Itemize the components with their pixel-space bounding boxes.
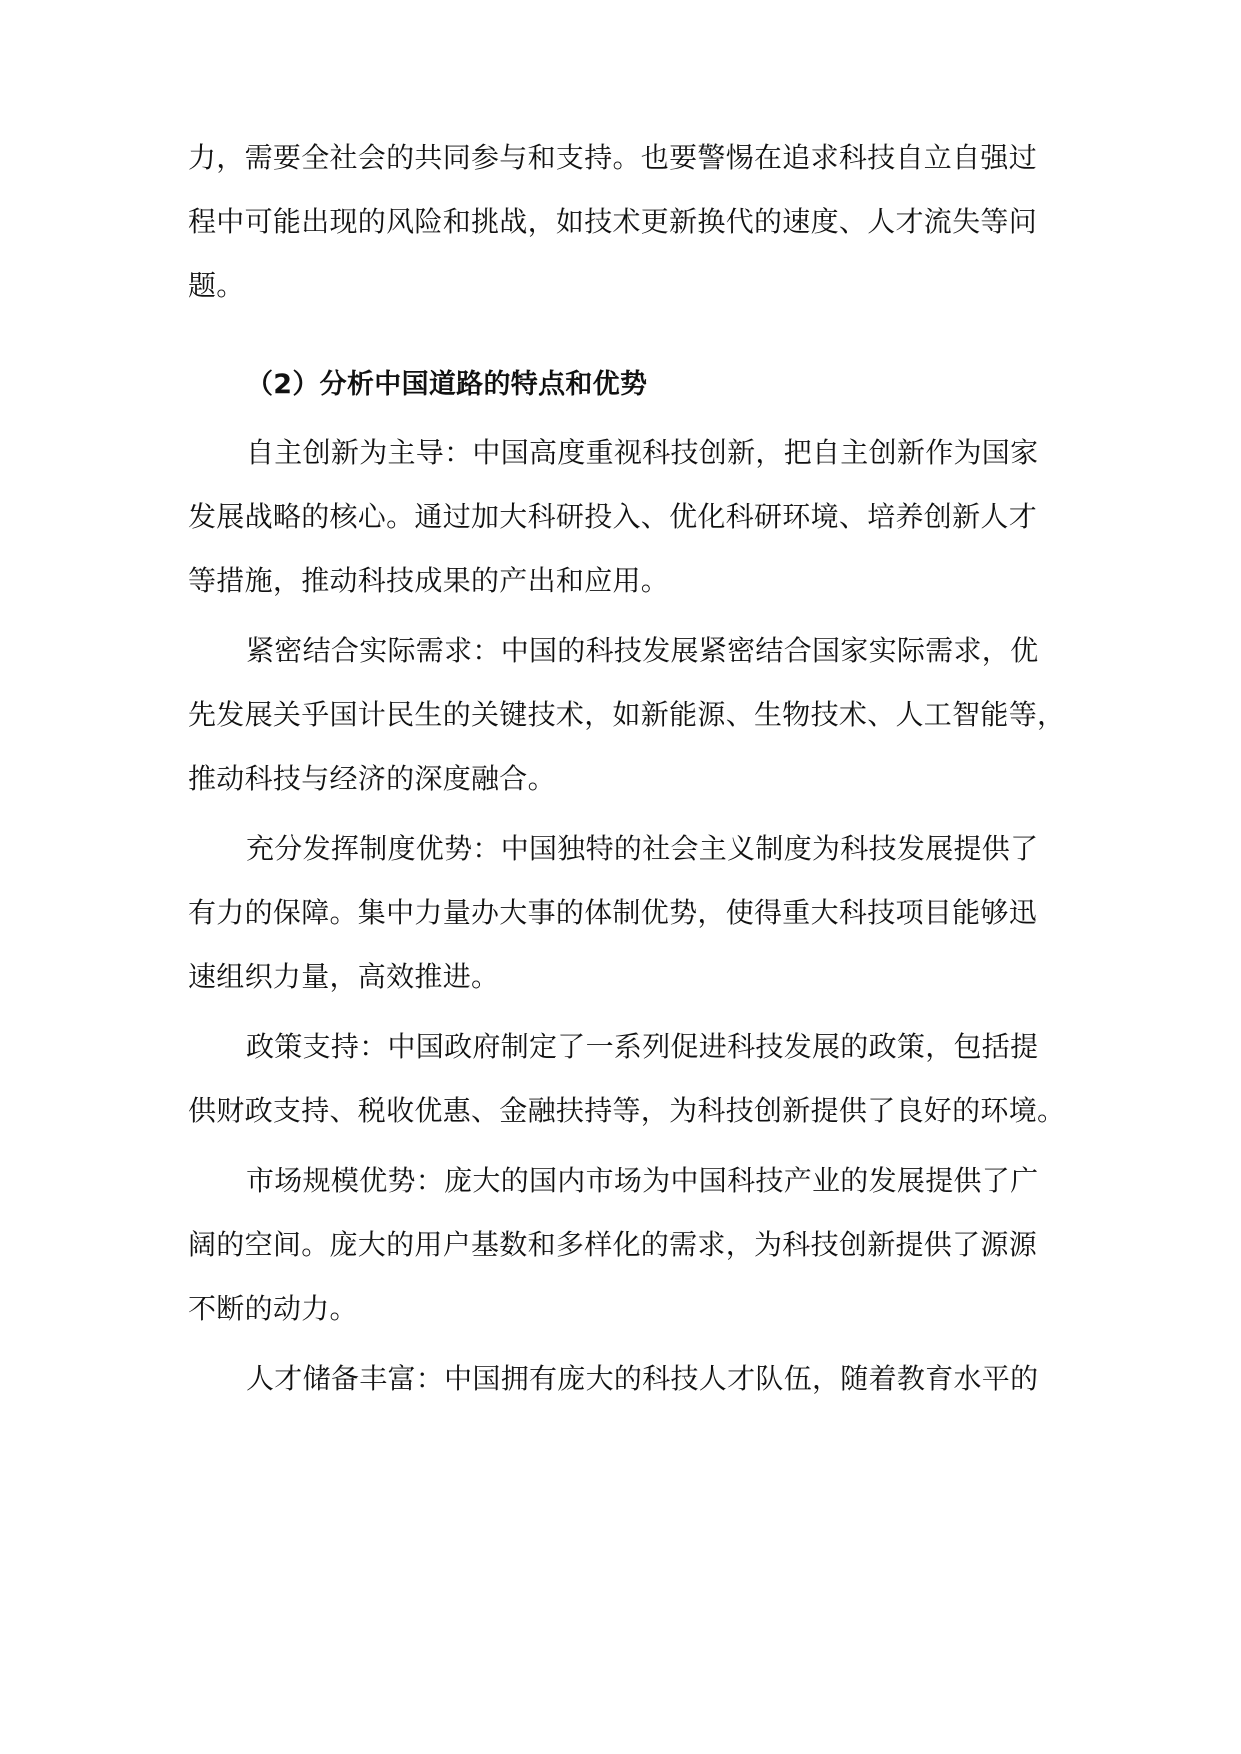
- paragraph-line: 程中可能出现的风险和挑战，如技术更新换代的速度、人才流失等问: [188, 205, 1038, 238]
- paragraph-line: 不断的动力。: [188, 1292, 358, 1325]
- section-heading: （2）分析中国道路的特点和优势: [246, 369, 648, 400]
- paragraph-line: 供财政支持、税收优惠、金融扶持等，为科技创新提供了良好的环境。: [188, 1094, 1066, 1127]
- paragraph-line: 等措施，推动科技成果的产出和应用。: [188, 564, 670, 597]
- paragraph-line: 题。: [188, 269, 245, 302]
- paragraph-line: 自主创新为主导：中国高度重视科技创新，把自主创新作为国家: [246, 436, 1039, 469]
- paragraph-line: 速组织力量，高效推进。: [188, 960, 500, 993]
- paragraph-line: 阔的空间。庞大的用户基数和多样化的需求，为科技创新提供了源源: [188, 1228, 1038, 1261]
- paragraph-line: 市场规模优势：庞大的国内市场为中国科技产业的发展提供了广: [246, 1164, 1039, 1197]
- paragraph-line: 先发展关乎国计民生的关键技术，如新能源、生物技术、人工智能等，: [188, 698, 1066, 731]
- paragraph-line: 紧密结合实际需求：中国的科技发展紧密结合国家实际需求，优: [246, 634, 1039, 667]
- paragraph-line: 推动科技与经济的深度融合。: [188, 762, 556, 795]
- paragraph-line: 充分发挥制度优势：中国独特的社会主义制度为科技发展提供了: [246, 832, 1039, 865]
- paragraph-line: 政策支持：中国政府制定了一系列促进科技发展的政策，包括提: [246, 1030, 1039, 1063]
- paragraph-line: 人才储备丰富：中国拥有庞大的科技人才队伍，随着教育水平的: [246, 1362, 1039, 1395]
- paragraph-line: 力，需要全社会的共同参与和支持。也要警惕在追求科技自立自强过: [188, 141, 1038, 174]
- paragraph-line: 发展战略的核心。通过加大科研投入、优化科研环境、培养创新人才: [188, 500, 1038, 533]
- paragraph-line: 有力的保障。集中力量办大事的体制优势，使得重大科技项目能够迅: [188, 896, 1038, 929]
